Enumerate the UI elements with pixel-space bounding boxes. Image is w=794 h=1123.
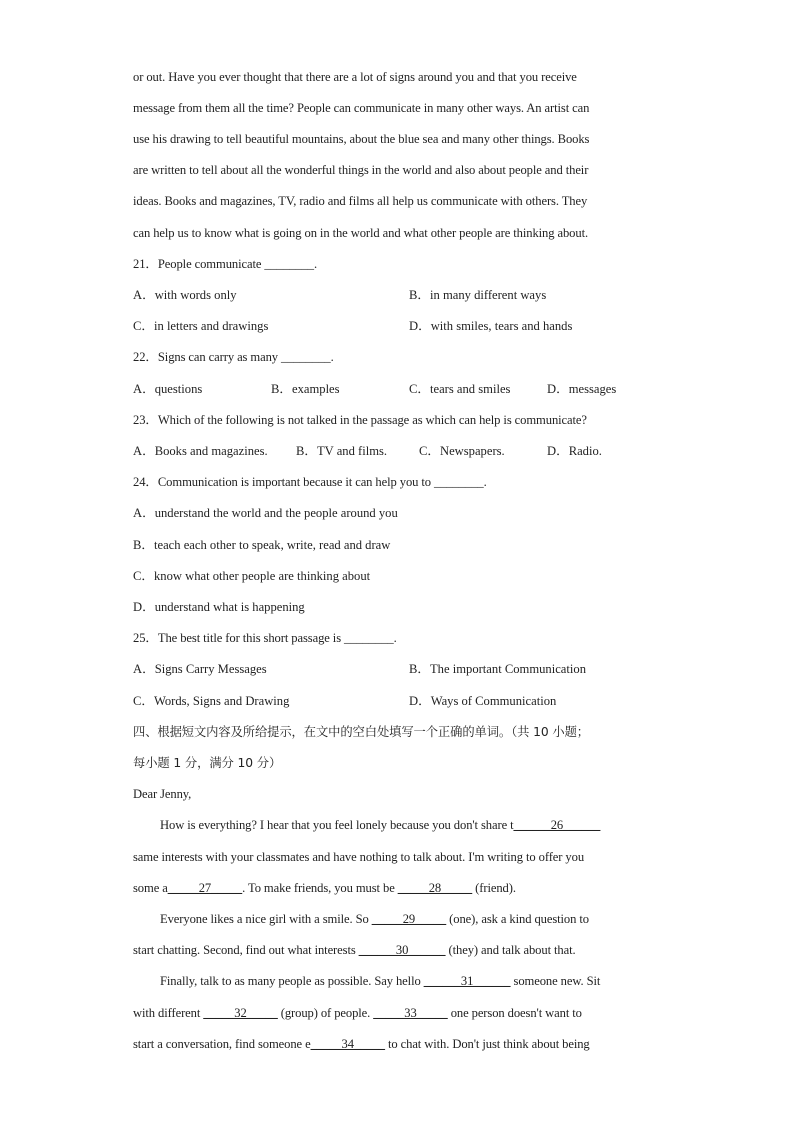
question-25-option-d: D．Ways of Communication [409,694,557,708]
question-22-option-a: A．questions [133,382,203,396]
section-4-heading: 四、根据短文内容及所给提示，在文中的空白处填写一个正确的单词。（共 10 小题； [133,725,590,739]
blank-32[interactable]: _____32_____ [203,1006,278,1020]
letter-text: (friend). [472,881,516,895]
letter-text: some a [133,881,168,895]
letter-text: . To make friends, you must be [242,881,398,895]
blank-29[interactable]: _____29_____ [371,912,447,926]
letter-text: one person doesn't want to [447,1006,582,1020]
blank-27[interactable]: _____27_____ [167,881,243,895]
question-25-option-c: C．Words, Signs and Drawing [133,694,290,708]
passage-line: ideas. Books and magazines, TV, radio and films all help us communicate with others. They [133,194,588,208]
question-24-option-c: C．know what other people are thinking about [133,569,371,583]
passage-line: message from them all the time? People can communicate in many other ways. An artist can [133,101,590,115]
question-23-option-c: C．Newspapers. [419,444,505,458]
question-21-option-b: B．in many different ways [409,288,547,302]
passage-line: or out. Have you ever thought that there are a lot of signs around you and that you receive [133,70,577,84]
letter-text: someone new. Sit [510,974,601,988]
letter-line: same interests with your classmates and have nothing to talk about. I'm writing to offer you [133,850,585,864]
blank-30[interactable]: ______30______ [358,943,446,957]
letter-line [133,1036,590,1052]
letter-text: Finally, talk to as many people as possible. Say hello [160,974,424,988]
letter-text: with different [133,1006,204,1020]
blank-31[interactable]: ______31______ [423,974,511,988]
letter-text: (group) of people. [277,1006,374,1020]
question-25-stem: 25．The best title for this short passage is ________. [133,631,397,645]
letter-text: start chatting. Second, find out what interests [133,943,359,957]
question-23-option-d: D．Radio. [547,444,602,458]
letter-text: Everyone likes a nice girl with a smile. So [160,912,372,926]
question-23-option-b: B．TV and films. [296,444,388,458]
question-23-stem: 23．Which of the following is not talked in the passage as which can help is communicate? [133,413,587,427]
question-21-stem: 21．People communicate ________. [133,257,318,271]
question-22-option-b: B．examples [271,382,340,396]
letter-line [133,942,576,958]
letter-line [160,973,600,989]
blank-34[interactable]: _____34_____ [310,1037,385,1051]
letter-text: (one), ask a kind question to [446,912,589,926]
letter-text: (they) and talk about that. [445,943,576,957]
question-24-option-a: A．understand the world and the people around you [133,506,398,520]
question-24-option-b: B．teach each other to speak, write, read and draw [133,538,391,552]
question-21-option-d: D．with smiles, tears and hands [409,319,573,333]
blank-28[interactable]: _____28_____ [397,881,473,895]
question-25-option-a: A．Signs Carry Messages [133,662,267,676]
question-21-option-c: C．in letters and drawings [133,319,269,333]
passage-line: use his drawing to tell beautiful mountains, about the blue sea and many other things. Books [133,132,590,146]
letter-line [160,817,600,833]
passage-line: are written to tell about all the wonderful things in the world and also about people and their [133,163,589,177]
question-22-option-c: C．tears and smiles [409,382,511,396]
question-21-option-a: A．with words only [133,288,237,302]
letter-line [160,911,589,927]
letter-text: to chat with. Don't just think about being [384,1037,590,1051]
blank-26[interactable]: ______26______ [513,818,601,832]
letter-greeting: Dear Jenny, [133,787,192,801]
question-23-option-a: A．Books and magazines. [133,444,268,458]
question-24-stem: 24．Communication is important because it can help you to ________. [133,475,487,489]
letter-text: start a conversation, find someone e [133,1037,311,1051]
question-25-option-b: B．The important Communication [409,662,586,676]
question-24-option-d: D．understand what is happening [133,600,305,614]
question-22-option-d: D．messages [547,382,617,396]
letter-text: How is everything? I hear that you feel lonely because you don't share t [160,818,514,832]
letter-line [133,880,516,896]
blank-33[interactable]: _____33_____ [373,1006,448,1020]
question-22-stem: 22．Signs can carry as many ________. [133,350,334,364]
section-4-heading-cont: 每小题 1 分，满分 10 分） [133,756,282,770]
passage-line: can help us to know what is going on in the world and what other people are thinking about. [133,226,589,240]
letter-line [133,1005,582,1021]
